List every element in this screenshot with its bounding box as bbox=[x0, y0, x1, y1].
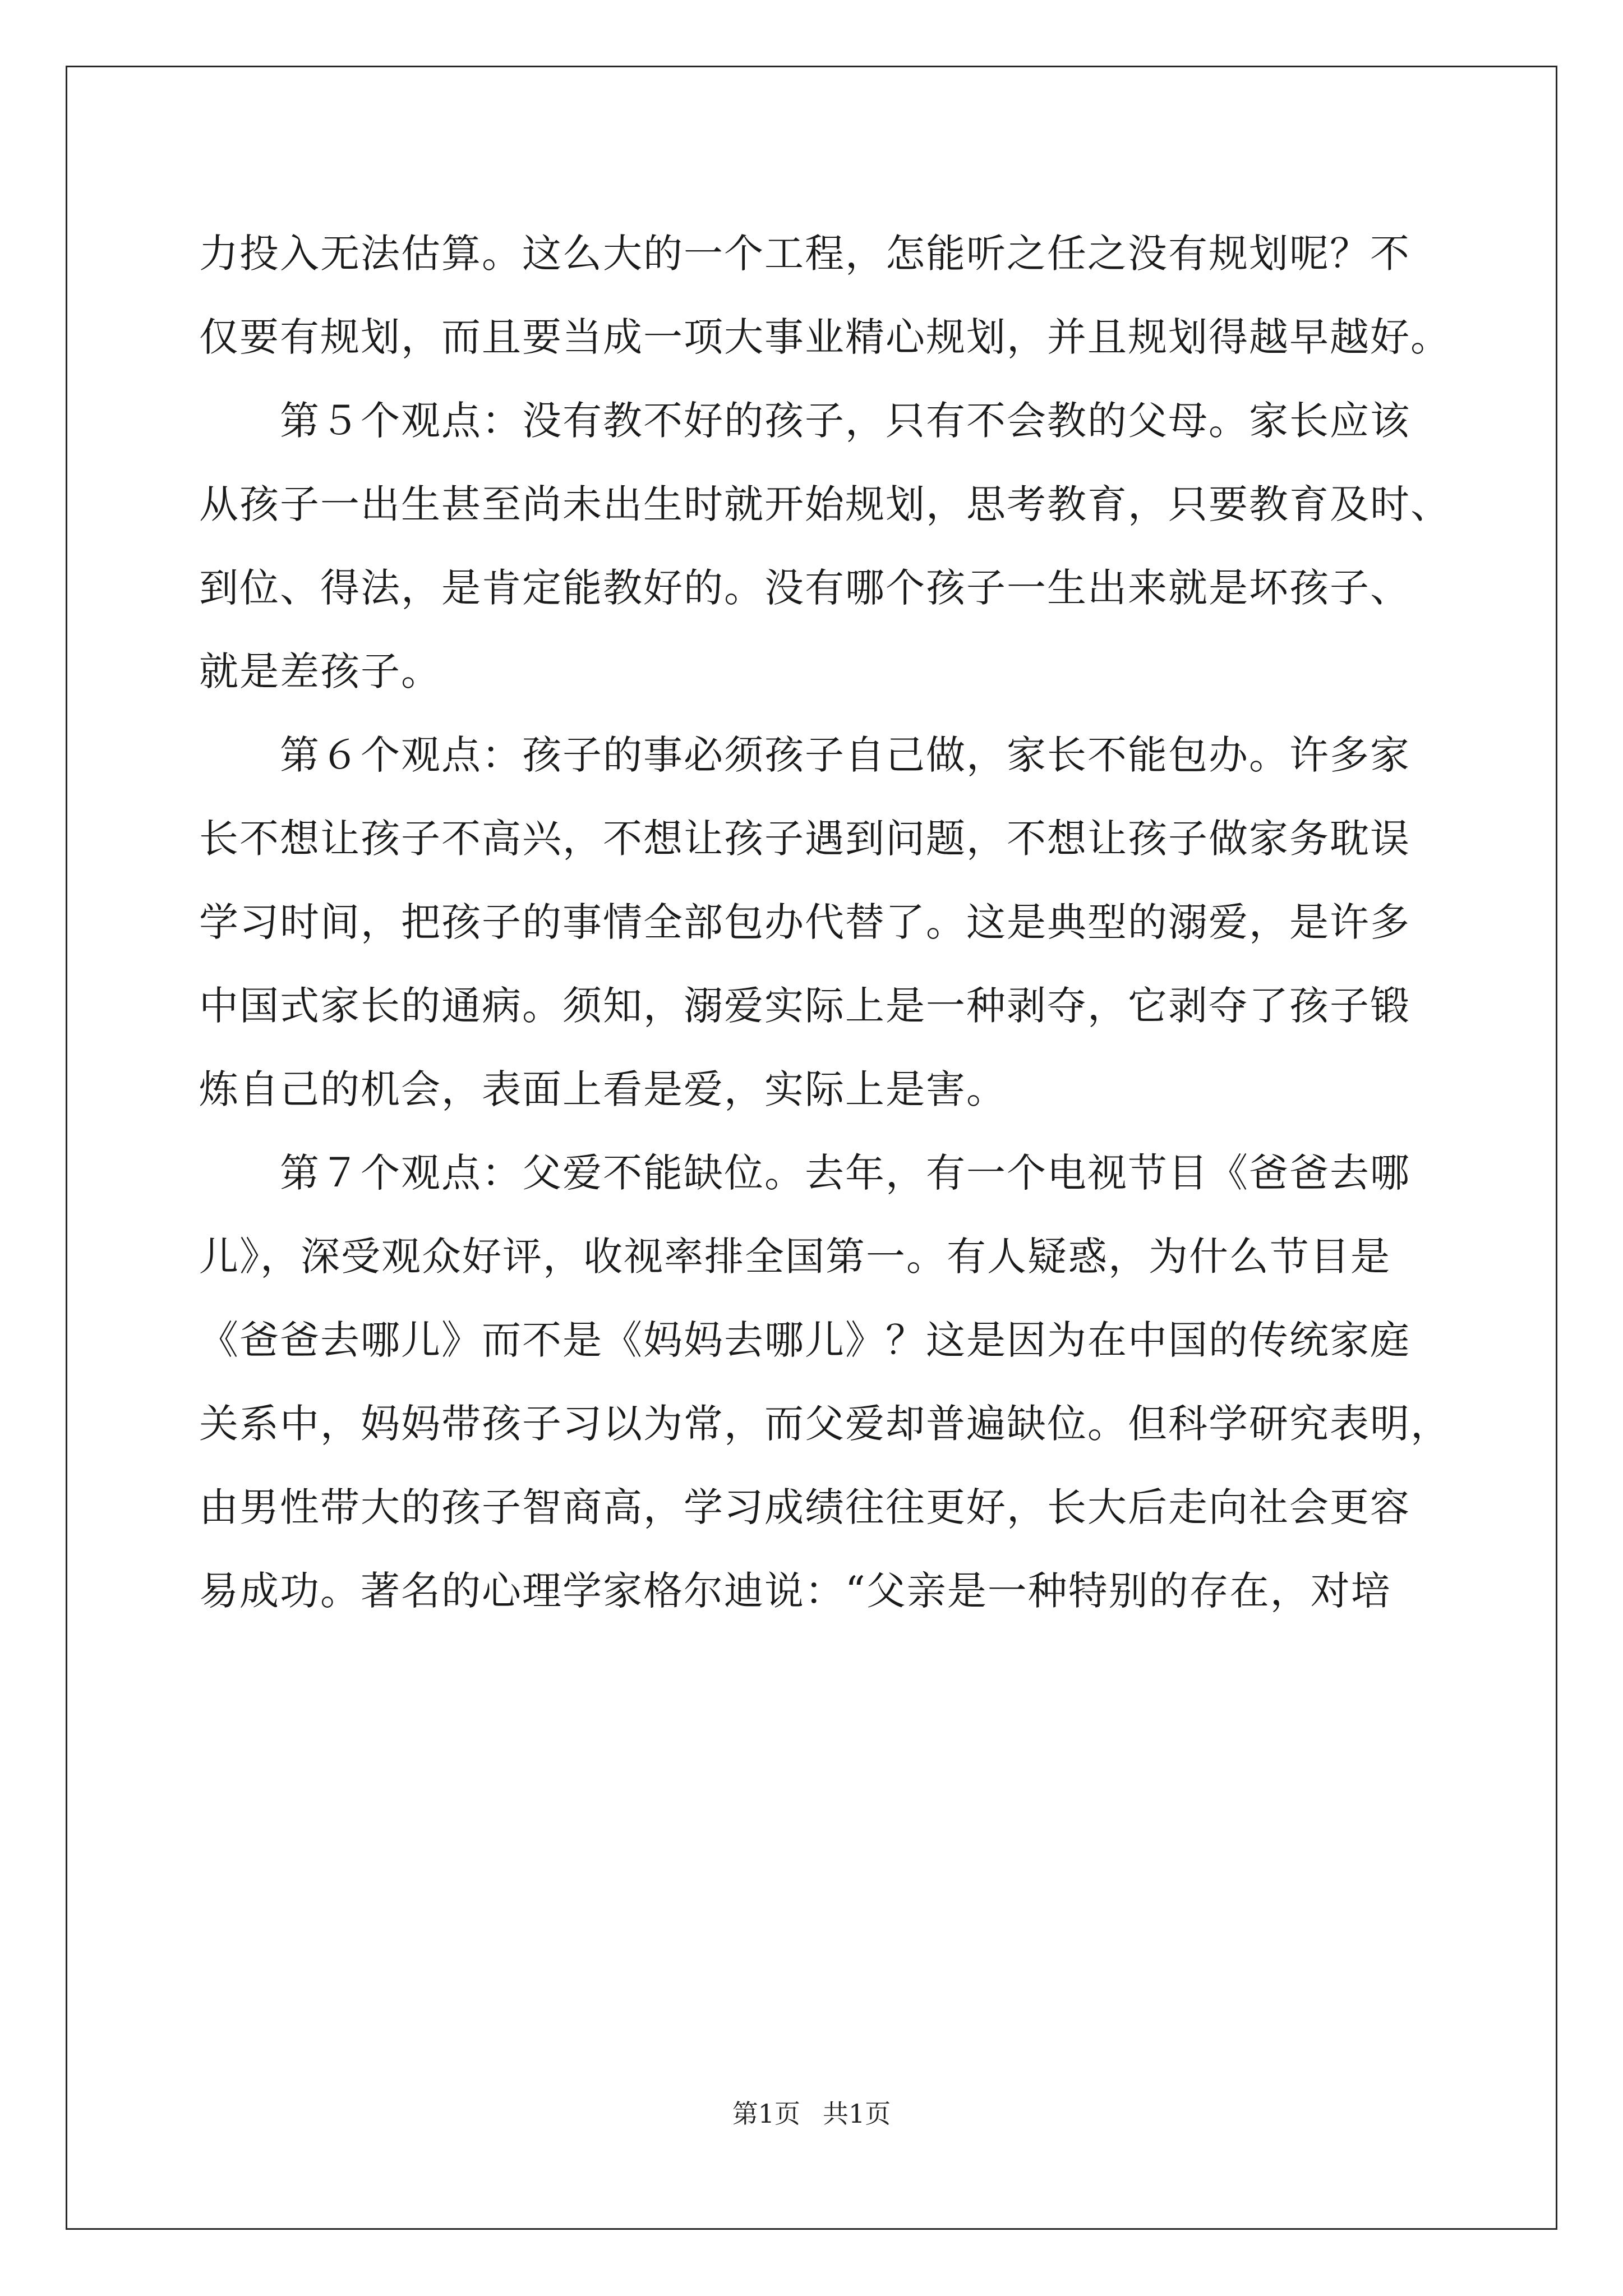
text-line: 就是差孩子。 bbox=[199, 648, 441, 694]
text-line: 仅要有规划，而且要当成一项大事业精心规划，并且规划得越早越好。 bbox=[199, 314, 1451, 360]
text-line: 关系中，妈妈带孩子习以为常，而父爱却普遍缺位。但科学研究表明， bbox=[199, 1401, 1451, 1447]
text-line: 易成功。著名的心理学家格尔迪说：“父亲是一种特别的存在，对培 bbox=[199, 1568, 1391, 1614]
text-line: 炼自己的机会，表面上看是爱，实际上是害。 bbox=[199, 1066, 1007, 1112]
text-line: 中国式家长的通病。须知，溺爱实际上是一种剥夺，它剥夺了孩子锻 bbox=[199, 983, 1410, 1029]
page-footer bbox=[0, 2097, 1623, 2131]
page-total: 共1页 bbox=[823, 2099, 891, 2129]
text-line: 第７个观点：父爱不能缺位。去年，有一个电视节目《爸爸去哪 bbox=[199, 1150, 1410, 1196]
text-line: 第６个观点：孩子的事必须孩子自己做，家长不能包办。许多家 bbox=[199, 732, 1410, 778]
document-body bbox=[199, 212, 1451, 1633]
text-line: 力投入无法估算。这么大的一个工程，怎能听之任之没有规划呢？不 bbox=[199, 231, 1410, 277]
text-line: 由男性带大的孩子智商高，学习成绩往往更好，长大后走向社会更容 bbox=[199, 1484, 1410, 1530]
text-line: 从孩子一出生甚至尚未出生时就开始规划，思考教育，只要教育及时、 bbox=[199, 481, 1451, 527]
page-number: 第1页 bbox=[732, 2099, 800, 2129]
text-line: 到位、得法，是肯定能教好的。没有哪个孩子一生出来就是坏孩子、 bbox=[199, 565, 1410, 611]
text-line: 长不想让孩子不高兴，不想让孩子遇到问题，不想让孩子做家务耽误 bbox=[199, 816, 1410, 862]
text-line: 儿》，深受观众好评，收视率排全国第一。有人疑惑，为什么节目是 bbox=[199, 1234, 1391, 1280]
text-line: 第５个观点：没有教不好的孩子，只有不会教的父母。家长应该 bbox=[199, 398, 1410, 444]
text-line: 《爸爸去哪儿》而不是《妈妈去哪儿》？这是因为在中国的传统家庭 bbox=[199, 1317, 1410, 1363]
text-line: 学习时间，把孩子的事情全部包办代替了。这是典型的溺爱，是许多 bbox=[199, 899, 1410, 945]
